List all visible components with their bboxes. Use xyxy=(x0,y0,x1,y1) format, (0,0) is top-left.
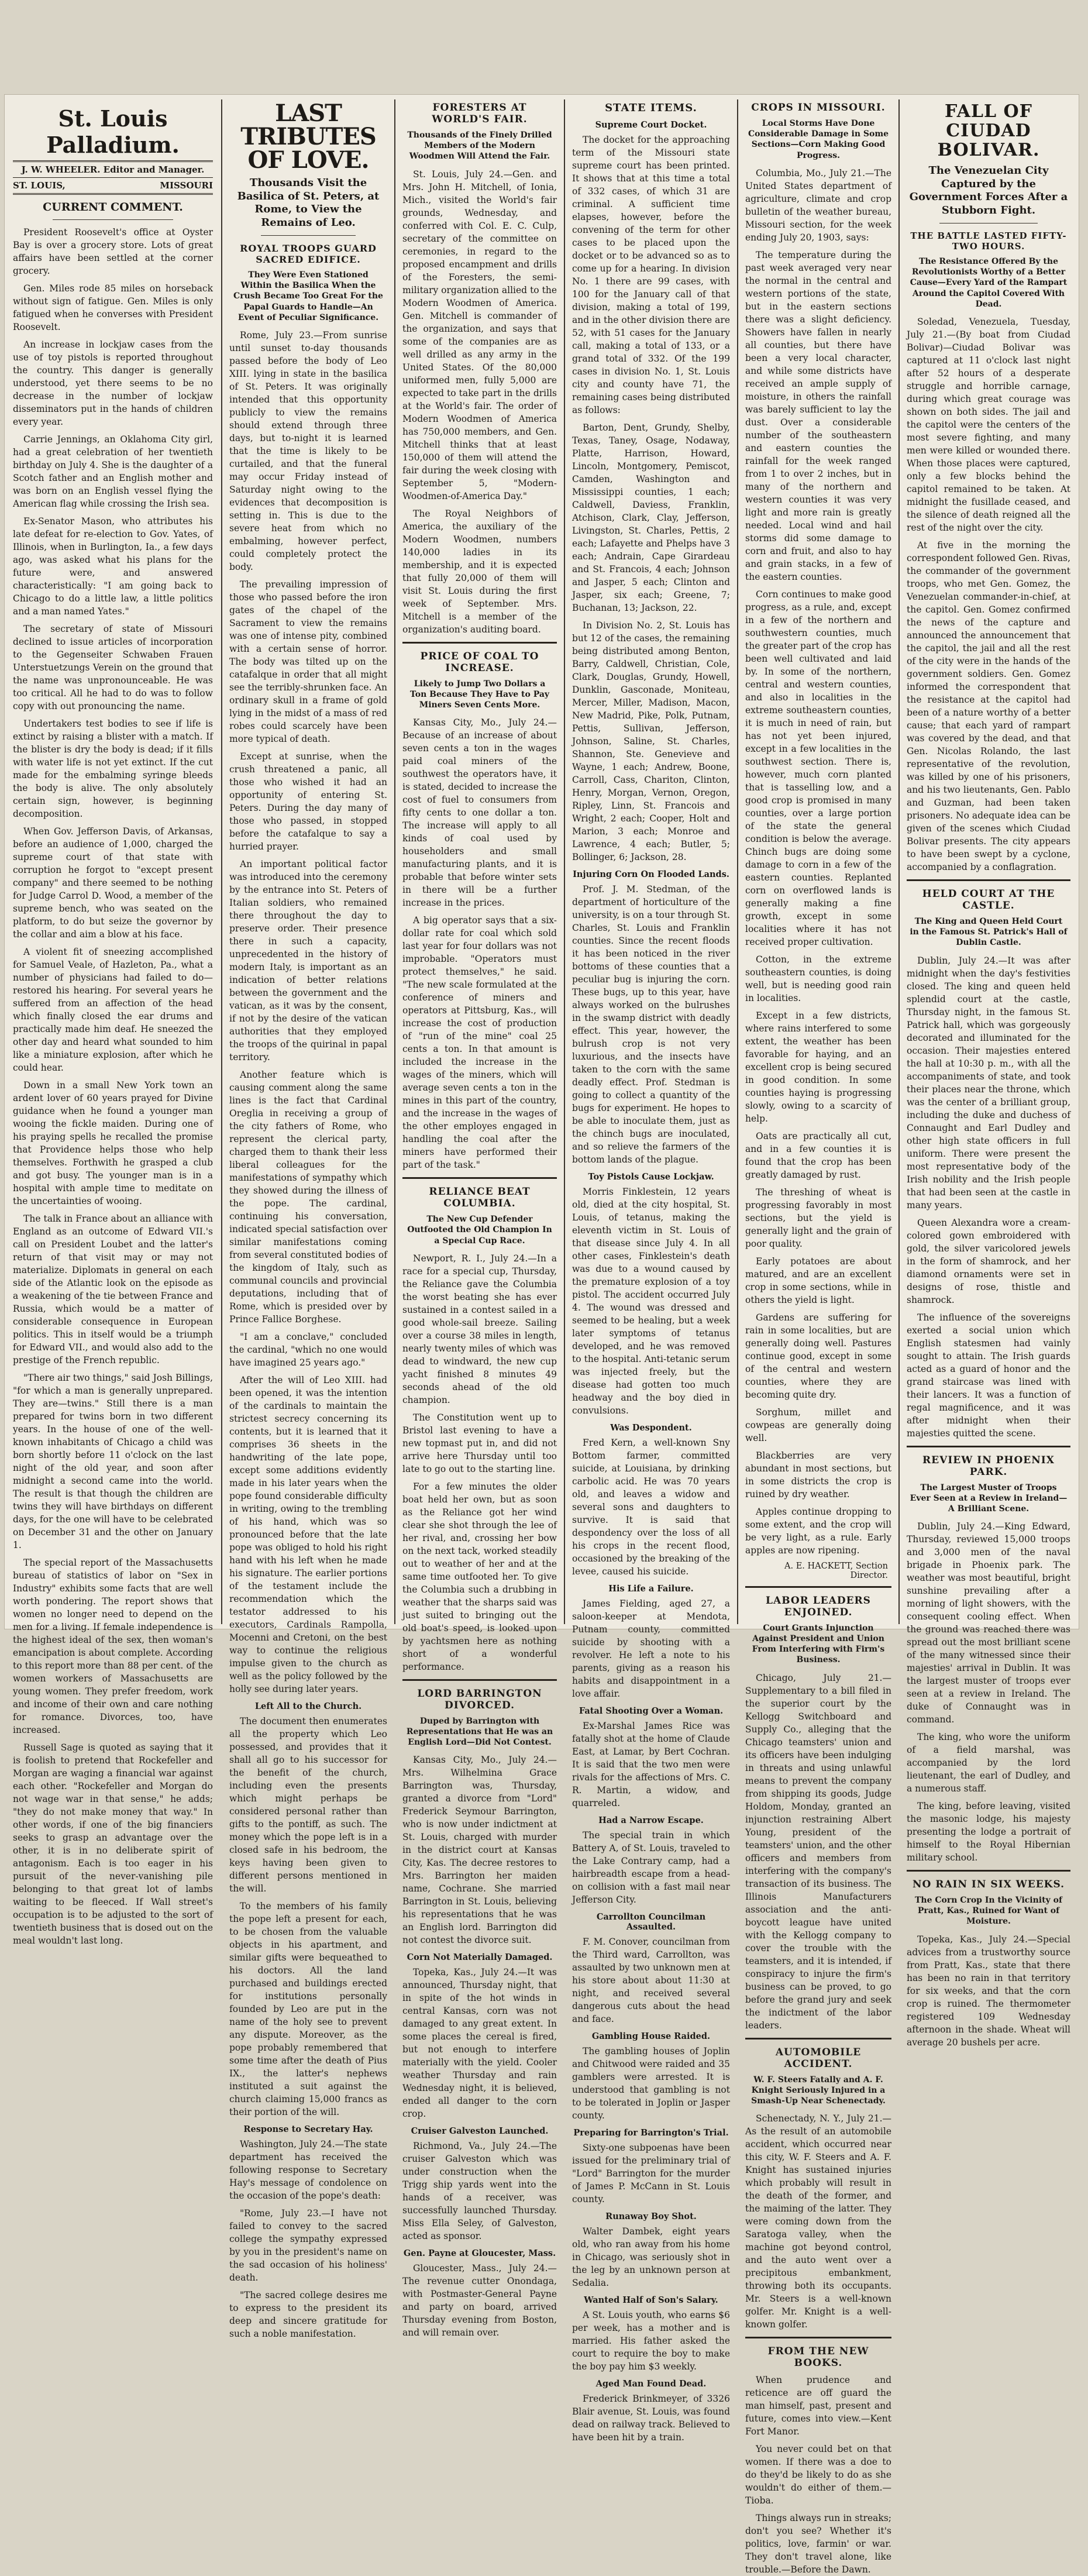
paragraph: Except at sunrise, when the crush threatened a panic, all those who wished it had an opportunity of entering St. Peters. During the day many of those who passed, in stopped before the catafalque to say a hurried prayer. xyxy=(229,751,387,852)
deck: The Corn Crop In the Vicinity of Pratt, Kas., Ruined for Want of Moisture. xyxy=(915,1896,1062,1927)
newspaper-page xyxy=(5,95,1079,2575)
paragraph: F. M. Conover, councilman from the Third ward, Carrollton, was assaulted by two unknown men at his store about about 11:30 at night, and received several dangerous cuts about the head and face. xyxy=(572,1937,730,2024)
headline: STATE ITEMS. xyxy=(605,102,697,114)
divider xyxy=(402,1679,557,1681)
paragraph: Kansas City, Mo., July 24.—Because of an increase of about seven cents a ton in the wages paid coal miners of the southwest the operators have, it is stated, decided to increase the cost of fuel to consumers from fifty cents to one dollar a ton. The increase will apply to all kinds of coal used by householders and small manufacturing plants, and it is probable that before winter sets in there will be a further increase in the prices. xyxy=(402,717,557,909)
paragraph: To the members of his family the pope left a present for each, to be chosen from the valuable objects in his apartment, and similar gifts were bequeathed to his doctors. All the land purchased and buildings erected for institutions personally founded by Leo are put in the name of the holy see to prevent any dispute. Moreover, as the pope probably remembered that some time after the death of Pius IX., the latter's nephews instituted a suit against the church claiming 15,000 francs as their portion of the will. xyxy=(229,1900,387,2117)
paragraph: The Constitution went up to Bristol last evening to have a new topmast put in, and did not arrive here Thursday until too late to go out to the starting line. xyxy=(402,1412,557,1474)
paragraph: After the will of Leo XIII. had been opened, it was the intention of the cardinals to maintain the strictest secrecy concerning its contents, but it is learned that it comprises 36 sheets in the handwriting of the late pope, except some additions evidently made in his later years when the pope found considerable difficulty in writing, owing to the trembling of his hand, which was so pronounced before that the late pope was obliged to hold his right hand with his left when he made his signature. The earlier portions of the testament include the recommendation which the testator addressed to his executors, Cardinals Rampolla, Mocenni and Cretoni, on the best way to continue the religious impulse given to the church as well as the policy followed by the holly see during later years. xyxy=(229,1374,387,1694)
column-rule xyxy=(394,99,395,1624)
headline: LABOR LEADERS ENJOINED. xyxy=(766,1594,871,1618)
subsection-title: Supreme Court Docket. xyxy=(595,120,707,130)
paragraph: Queen Alexandra wore a cream-colored gown embroidered with gold, the silver varicolored jewels in the form of shamrock, and her diamond ornaments were set in designs of rose, thistle and shamrock. xyxy=(907,1217,1070,1305)
paragraph: The document then enumerates all the property which Leo possessed, and provides that it shall all go to his successor for the benefit of the church, including even the presents which might perhaps be considered personal rather than gifts to the pontiff, as such. The money which the pope left is in a closed safe in his bedroom, the keys having been given to different persons mentioned in the will. xyxy=(229,1715,387,1894)
paragraph: Sixty-one subpoenas have been issued for the preliminary trial of "Lord" Barrington for the murder of James P. McCann in St. Louis county. xyxy=(572,2142,730,2204)
paragraph: Washington, July 24.—The state department has received the following response to Secretary Hay's message of condolence on the occasion of the pope's death: xyxy=(229,2138,387,2201)
secondary-headline: THE BATTLE LASTED FIFTY-TWO HOURS. xyxy=(910,231,1067,252)
paragraph: Dublin, July 24.—It was after midnight when the day's festivities closed. The king and queen held splendid court at the castle, Thursday night, in the famous St. Patrick hall, which was gorgeously decorated and illuminated for the occasion. Their majesties entered the hall at 10:30 p. m., with all the accompaniments of state, and took their places near the throne, which was the center of a brilliant group, including the duke and duchess of Connaught and Earl Dudley and other high state officers in full uniform. There were present the most representative body of the Irish nobility and the Irish people that had been seen at the castle in many years. xyxy=(907,955,1070,1210)
column-rule xyxy=(737,99,738,1624)
subheadline: The Venezuelan City Captured by the Government Forces After a Stubborn Fight. xyxy=(909,164,1068,216)
paragraph: Ex-Senator Mason, who attributes his late defeat for re-election to Gov. Yates, of Illinois, when in Burlington, Ia., a few days ago, was asked what his plans for the future were, and answered characteristically: "I am going back to Chicago to do a little law, a little politics and a man named Yates." xyxy=(13,516,213,617)
paragraph: When prudence and reticence are off guard the man himself, past, present and future, comes into view.—Kent Fort Manor. xyxy=(745,2375,891,2437)
paragraph: Topeka, Kas., July 24.—Special advices from a trustworthy source from Pratt, Kas., state that there has been no rain in that territory for six weeks, and that the corn crop is ruined. The thermometer registered 109 Wednesday afternoon in the shade. Wheat will average 20 bushels per acre. xyxy=(907,1934,1070,2048)
paragraph: Apples continue dropping to some extent, and the crop will be very light, as a rule. Early apples are now ripening. xyxy=(745,1506,891,1556)
paragraph: James Fielding, aged 27, a saloon-keeper at Mendota, Putnam county, committed suicide by shooting with a revolver. He left a note to his parents, giving as a reason his habits and disappointment in a love affair. xyxy=(572,1598,730,1699)
paragraph: Gardens are suffering for rain in some localities, but are generally doing well. Pastures continue good, except in some of the central and western counties, where they are becoming quite dry. xyxy=(745,1312,891,1400)
column-rule xyxy=(221,99,222,1624)
paragraph: Cotton, in the extreme southeastern counties, is doing well, but is needing good rain in localities. xyxy=(745,954,891,1003)
paragraph: Richmond, Va., July 24.—The cruiser Galveston which was under construction when the Trigg ship yards went into the hands of a receiver, was successfully launched Thursday. Miss Ella Seley, of Galveston, acted as sponsor. xyxy=(402,2141,557,2242)
divider xyxy=(402,642,557,644)
headline: FORESTERS AT WORLD'S FAIR. xyxy=(432,102,528,125)
headline: HELD COURT AT THE CASTLE. xyxy=(922,888,1055,912)
paragraph: The king, before leaving, visited the masonic lodge, his majesty presenting the lodge a portrait of himself to the Royal Hibernian military school. xyxy=(907,1801,1070,1863)
deck: The King and Queen Held Court in the Famous St. Patrick's Hall of Dublin Castle. xyxy=(910,916,1068,948)
paragraph: "I am a conclave," concluded the cardinal, "which no one would have imagined 25 years ago." xyxy=(229,1331,387,1368)
subsection-title: Gambling House Raided. xyxy=(591,2031,711,2041)
paragraph: Oats are practically all cut, and in a few counties it is found that the crop has been greatly damaged by rust. xyxy=(745,1130,891,1180)
masthead-city: ST. LOUIS, xyxy=(13,180,66,191)
headline: REVIEW IN PHOENIX PARK. xyxy=(922,1454,1055,1478)
headline: RELIANCE BEAT COLUMBIA. xyxy=(429,1186,531,1210)
column-crops xyxy=(739,95,897,2575)
deck: The Largest Muster of Troops Ever Seen at a Review in Ireland—A Brilliant Scene. xyxy=(910,1483,1068,1514)
paragraph: When Gov. Jefferson Davis, of Arkansas, before an audience of 1,000, charged the supreme court of that state with corruption he forgot to "except present company" and there seemed to be nothing for Judge Carrol D. Wood, a member of the supreme bench, who was seated on the platform, to do but seize the governor by the collar and aim a blow at his face. xyxy=(13,826,213,940)
paragraph: Rome, July 23.—From sunrise until sunset to-day thousands passed before the body of Leo XIII. lying in state in the basilica of St. Peters. It was originally intended that this opportunity publicly to view the remains should extend through three days, but to-night it is learned that the time is likely to be curtailed, and that the funeral may occur Friday instead of Saturday night owing to the evidences that decomposition is setting in. This is due to the severe heat from which no embalming, however perfect, could completely protect the body. xyxy=(229,329,387,572)
subsection-title: Injuring Corn On Flooded Lands. xyxy=(573,869,729,879)
subsection-title: Corn Not Materially Damaged. xyxy=(407,1952,553,1963)
paragraph: A St. Louis youth, who earns $6 per week, has a mother and is married. His father asked the court to require the boy to make the boy pay him $3 weekly. xyxy=(572,2310,730,2372)
deck: Thousands of the Finely Drilled Members of the Modern Woodmen Will Attend the Fair. xyxy=(407,130,552,161)
column-ciudad-bolivar xyxy=(901,95,1076,2048)
divider xyxy=(745,2038,891,2040)
paragraph: Newport, R. I., July 24.—In a race for a special cup, Thursday, the Reliance gave the Columbia the worst beating she has ever sustained in a contest sailed in a good whole-sail breeze. Sailing over a course 38 miles in length, nearly twenty miles of which was dead to windward, the new cup yacht finished 8 minutes 49 seconds ahead of the old champion. xyxy=(402,1253,557,1405)
paragraph: Prof. J. M. Stedman, of the department of horticulture of the university, is on a tour through St. Charles, St. Louis and Franklin counties. Since the recent floods it has been noticed in the river bottoms of these counties that a peculiar bug is injuring the corn. These bugs, up to this year, have always worked on the bulrushes in the swamp district with deadly effect. This year, however, the bulrush crop is not very luxurious, and the insects have taken to the corn with the same deadly effect. Prof. Stedman is going to collect a quantity of the bugs for experiment. He hopes to be able to inoculate them, just as the chinch bugs are inoculated, and so relieve the farmers of the bottom lands of the plague. xyxy=(572,884,730,1165)
paragraph: Blackberries are very abundant in most sections, but in some districts the crop is ruined by dry weather. xyxy=(745,1450,891,1499)
divider xyxy=(745,1586,891,1588)
divider xyxy=(907,1446,1070,1447)
divider xyxy=(745,2337,891,2338)
paragraph: The Royal Neighbors of America, the auxiliary of the Modern Woodmen, numbers 140,000 ladies in its membership, and it is expected that fully 20,000 of them will visit St. Louis during the first week of September. Mrs. Mitchell is a member of the organization's auditing board. xyxy=(402,508,557,635)
divider xyxy=(907,1870,1070,1872)
deck: The Resistance Offered By the Revolutionists Worthy of a Better Cause—Every Yard of the Rampart Around the Capitol Covered With Dead. xyxy=(910,257,1068,309)
headline: FROM THE NEW BOOKS. xyxy=(767,2345,869,2369)
paragraph: Russell Sage is quoted as saying that it is foolish to pretend that Rockefeller and Morgan are waging a financial war against each other. "Rockefeller and Morgan do not wage war in that sense," he adds; "they do not make money that way." In other words, if one of the big financiers seeks to grasp an advantage over the other, it is in no deliberate spirit of antagonism. Each is too eager in his pursuit of the never-vanishing pile belonging to that great lot of lambs waiting to be fleeced. If Wall street's occupation is to be adjusted to the sort of twentieth business that is dosed out on the meal wouldn't last long. xyxy=(13,1742,213,1946)
subsection-title: Carrollton Councilman Assaulted. xyxy=(596,1912,706,1932)
paragraph: Things always run in streaks; don't you see? Whether it's politics, love, farmin' or war. They don't travel alone, like trouble.—Before the Dawn. xyxy=(745,2513,891,2575)
subsection-title: Fatal Shooting Over a Woman. xyxy=(579,1706,724,1716)
paragraph: Undertakers test bodies to see if life is extinct by raising a blister with a match. If the blister is dry the body is dead; if it fills with water life is not yet extinct. If the cut made for the embalming syringe bleeds the body is alive. The only absolutely certain sign, however, is beginning decomposition. xyxy=(13,718,213,819)
subsection-title: Preparing for Barrington's Trial. xyxy=(573,2128,729,2138)
paragraph: Dublin, July 24.—King Edward, Thursday, reviewed 15,000 troops and 3,000 men of the naval brigade in Phoenix park. The weather was most beautiful, bright sunshine prevailing after a morning of light showers, with the consequent cooling effect. When the ground was reached there was spread out the most brilliant scene of the many witnessed since their majesties' arrival in Dublin. It was the largest muster of troops ever seen at a review in Ireland. The duke of Connaught was in command. xyxy=(907,1521,1070,1725)
paragraph: Carrie Jennings, an Oklahoma City girl, had a great celebration of her twentieth birthday on July 4. She is the daughter of a Scotch father and an English mother and was born on an English vessel flying the American flag while crossing the Irish sea. xyxy=(13,434,213,509)
deck: Court Grants Injunction Against President and Union From Interfering with Firm's Business. xyxy=(752,1623,885,1665)
subsection-title: Was Despondent. xyxy=(610,1423,692,1433)
paragraph: Kansas City, Mo., July 24.—Mrs. Wilhelmina Grace Barrington was, Thursday, granted a divorce from "Lord" Frederick Seymour Barrington, who is now under indictment at St. Louis, charged with murder in the district court at Kansas City, Kas. The decree restores to Mrs. Barrington her maiden name, Cochrane. She married Barrington in St. Louis, believing his representations that he was an English lord. Barrington did not contest the divorce suit. xyxy=(402,1755,557,1946)
subsection-title: Response to Secretary Hay. xyxy=(243,2124,373,2134)
secondary-headline: ROYAL TROOPS GUARD SACRED EDIFICE. xyxy=(240,243,377,265)
column-foresters xyxy=(397,95,563,2338)
paragraph: Gloucester, Mass., July 24.—The revenue cutter Onondaga, with Postmaster-General Payne and party on board, arrived Thursday evening from Boston, and will remain over. xyxy=(402,2263,557,2338)
paragraph: The threshing of wheat is progressing favorably in most sections, but the yield is generally light and the grain of poor quality. xyxy=(745,1186,891,1249)
paragraph: Fred Kern, a well-known Sny Bottom farmer, committed suicide, at Louisiana, by drinking carbolic acid. He was 70 years old, and leaves a widow and several sons and daughters to survive. It is said that despondency over the loss of all his crops in the recent flood, occasioned by the breaking of the levee, caused his suicide. xyxy=(572,1437,730,1577)
headline: LORD BARRINGTON DIVORCED. xyxy=(417,1687,542,1711)
headline: FALL OF CIUDAD BOLIVAR. xyxy=(937,101,1040,160)
paragraph: Morris Finklestein, 12 years old, died at the city hospital, St. Louis, of tetanus, making the eleventh victim in St. Louis of that disease since July 4. In all other cases, Finklestein's death was due to a wound caused by the premature explosion of a toy pistol. The accident occurred July 4. The wound was dressed and seemed to be healing, but a week later symptoms of tetanus developed, and he was removed to the hospital. Anti-tetanic serum was injected freely, but the disease had gotten too much headway and the boy died in convulsions. xyxy=(572,1186,730,1416)
paragraph: Columbia, Mo., July 21.—The United States department of agriculture, climate and crop bulletin of the weather bureau, Missouri section, for the week ending July 20, 1903, says: xyxy=(745,167,891,243)
paragraph: St. Louis, July 24.—Gen. and Mrs. John H. Mitchell, of Ionia, Mich., visited the World's fair grounds, Wednesday, and conferred with Col. E. C. Culp, secretary of the committee on ceremonies, in regard to the proposed encampment and drills of the Foresters, the semi-military organization allied to the Modern Woodmen of America. Gen. Mitchell is commander of the organization, and says that some of the companies are as well drilled as any army in the United States. Of the 80,000 uniformed men, fully 5,000 are expected to take part in the drills at the World's fair. The order of Modern Woodmen of America has 750,000 members, and Gen. Mitchell thinks that at least 150,000 of them will attend the fair during the week closing with September 5, "Modern-Woodmen-of-America Day." xyxy=(402,168,557,501)
paragraph: Ex-Marshal James Rice was fatally shot at the home of Claude East, at Lamar, by Bert Cochran. It is said that the two men were rivals for the affections of Mrs. C. R. Martin, a widow, and quarreled. xyxy=(572,1721,730,1808)
divider xyxy=(53,219,173,220)
subsection-title: His Life a Failure. xyxy=(608,1584,694,1594)
headline: LAST TRIBUTES OF LOVE. xyxy=(240,99,376,174)
masthead-title: St. Louis Palladium. xyxy=(46,105,180,158)
column-rule xyxy=(564,99,565,1624)
headline: PRICE OF COAL TO INCREASE. xyxy=(420,650,539,674)
column-rule xyxy=(898,99,900,1624)
paragraph: You never could bet on that women. If there was a doe to do they'd be likely to do as she wouldn't do either of them.—Tioba. xyxy=(745,2444,891,2506)
paragraph-list xyxy=(13,226,213,1947)
paragraph: Schenectady, N. Y., July 21.—As the result of an automobile accident, which occurred near this city, W. F. Steers and A. F. Knight has sustained injuries which probably will result in the death of the former, and the maiming of the latter. They were coming down from the Saratoga valley, when the machine got beyond control, and the auto went over a precipitous embankment, throwing both its occupants. Mr. Steers is a well-known golfer. Mr. Knight is a well-known golfer. xyxy=(745,2113,891,2330)
paragraph: Down in a small New York town an ardent lover of 60 years prayed for Divine guidance when he found a younger man wooing the fickle maiden. During one of his praying spells he recalled the promise that Providence helps those who help themselves. Forthwith he grasped a club and got busy. The younger man is in a hospital with ample time to meditate on the uncertainties of wooing. xyxy=(13,1080,213,1206)
paragraph: Corn continues to make good progress, as a rule, and, except in a few of the northern and southwestern counties, much the greater part of the crop has been well cultivated and laid by. In some of the northern, central and western counties, and also in localities in the extreme southeastern counties, it is much in need of rain, but has not yet been injured, except in a few localities in the southwest section. There is, however, much corn planted that is tasselling low, and a good crop is promised in many counties, over a large portion of the state the general condition is below the average. Chinch bugs are doing some damage to corn in a few of the eastern counties. Replanted corn on overflowed lands is generally making a fine growth, except in some localities where it has not received proper cultivation. xyxy=(745,589,891,947)
headline: CROPS IN MISSOURI. xyxy=(751,102,886,114)
paragraph: The influence of the sovereigns exerted a social union which English statesmen had vainly sought to attain. The Irish guards acted as a guard of honor and the grand staircase was lined with their lancers. It was a function of regal magnificence, and it was after midnight when their majesties quitted the scene. xyxy=(907,1312,1070,1439)
paragraph: Sorghum, millet and cowpeas are generally doing well. xyxy=(745,1406,891,1443)
masthead-state: MISSOURI xyxy=(160,180,213,191)
byline: A. E. HACKETT, Section Director. xyxy=(784,1561,888,1580)
paragraph: Another feature which is causing comment along the same lines is the fact that Cardinal Oreglia in receiving a group of the city fathers of Rome, who represent the clerical party, charged them to thank their less liberal colleagues for the manifestations of sympathy which they showed during the illness of the pope. The cardinal, continuing his conversation, indicated special satisfaction over similar manifestations coming from several constituted bodies of the kingdom of Italy, such as communal councils and provincial deputations, including that of Rome, which is presided over by Prince Fallice Borghese. xyxy=(229,1069,387,1325)
subsection-title: Cruiser Galveston Launched. xyxy=(411,2126,549,2137)
section-title: CURRENT COMMENT. xyxy=(43,201,183,214)
divider xyxy=(907,879,1070,881)
paragraph: Early potatoes are about matured, and are an excellent crop in some sections, while in others the yield is light. xyxy=(745,1256,891,1305)
paragraph: Gen. Miles rode 85 miles on horseback without sign of fatigue. Gen. Miles is only fatigued when he converses with President Roosevelt. xyxy=(13,283,213,332)
subsection-title: Left All to the Church. xyxy=(254,1701,362,1711)
paragraph: "Rome, July 23.—I have not failed to convey to the sacred college the sympathy expressed by you in the president's name on the sad occasion of his holiness' death. xyxy=(229,2207,387,2283)
paragraph: Topeka, Kas., July 24.—It was announced, Thursday night, that in spite of the hot winds in central Kansas, corn was not damaged to any great extent. In some places the cereal is fired, but not enough to interfere materially with the yield. Cooler weather Thursday and rain Wednesday night, it is believed, ended all danger to the corn crop. xyxy=(402,1967,557,2120)
subheadline: Thousands Visit the Basilica of St. Peters, at Rome, to View the Remains of Leo. xyxy=(237,177,380,229)
column-current-comment xyxy=(7,95,219,1946)
paragraph: In Division No. 2, St. Louis has but 12 of the cases, the remaining being distributed among Benton, Barry, Caldwell, Christian, Cole, Clark, Douglas, Grundy, Howell, Dunklin, Gasconade, Moniteau, Mercer, Miller, Madison, Macon, New Madrid, Pike, Polk, Putnam, Pettis, Sullivan, Jefferson, Johnson, Saline, St. Charles, Shannon, Ste. Genevieve and Wayne, 1 each; Andrew, Boone, Carroll, Cass, Chariton, Clinton, Henry, Morgan, Vernon, Oregon, Ripley, Linn, St. Francois and Wright, 2 each; Cooper, Holt and Marion, 3 each; Monroe and Lawrence, 4 each; Butler, 5; Bollinger, 6; Jackson, 28. xyxy=(572,620,730,862)
subsection-title: Runaway Boy Shot. xyxy=(605,2212,697,2221)
paragraph: The temperature during the past week averaged very near the normal in the central and western portions of the state, but in the eastern sections there was a slight deficiency. Showers have fallen in nearly all counties, but there have been a very local character, and while some districts have received an ample supply of moisture, in others the rainfall was barely sufficient to lay the dust. Over a considerable number of the southeastern and eastern counties the rainfall for the week ranged from 1 to over 2 inches, but in many of the northern and western counties it was very light and more rain is greatly needed. Local wind and hail storms did some damage to corn and fruit, and also to hay and grain stacks, in a few of the eastern counties. xyxy=(745,249,891,582)
deck: Duped by Barrington with Representations that He was an English Lord—Did Not Contest. xyxy=(406,1716,553,1748)
paragraph: The king, who wore the uniform of a field marshal, was accompanied by the lord lieutenant, the earl of Dudley, and a numerous staff. xyxy=(907,1732,1070,1794)
deck: Likely to Jump Two Dollars a Ton Because They Have to Pay Miners Seven Cents More. xyxy=(409,679,550,710)
paragraph: Barton, Dent, Grundy, Shelby, Texas, Taney, Osage, Nodaway, Platte, Harrison, Howard, Lincoln, Montgomery, Pemiscot, Camden, Washington and Mississippi counties, 1 each; Caldwell, Daviess, Franklin, Atchison, Clark, Clay, Jefferson, Livingston, St. Charles, Pettis, 2 each; Lafayette and Phelps have 3 each; Andrain, Cape Girardeau and St. Francois, 4 each; Johnson and Jasper, 5 each; Clinton and Jasper, six each; Greene, 7; Buchanan, 13; Jackson, 22. xyxy=(572,422,730,613)
masthead-editor: J. W. WHEELER. Editor and Manager. xyxy=(13,160,213,178)
paragraph: A violent fit of sneezing accomplished for Samuel Veale, of Hazleton, Pa., what a number of physicians had failed to do—restored his hearing. For several years he suffered from an affection of the head which finally closed the ear drums and practically made him deaf. He sneezed the other day and heard what sounded to him like a miniature explosion, after which he could hear. xyxy=(13,947,213,1073)
deck: Local Storms Have Done Considerable Damage in Some Sections—Corn Making Good Progress. xyxy=(748,119,889,160)
column-last-tributes xyxy=(223,95,393,2339)
paragraph: Soledad, Venezuela, Tuesday, July 21.—(By boat from Ciudad Bolivar)—Ciudad Bolivar was captured at 11 o'clock last night after 52 hours of a desperate struggle and horrible carnage, during which great courage was shown on both sides. The jail and the capitol were the centers of the most severe fighting, and many men were killed or wounded there. When those places were captured, only a few blocks behind the capitol remained to be taken. At midnight the fusillade ceased, and the silence of death reigned all the rest of the night over the city. xyxy=(907,316,1070,533)
headline: AUTOMOBILE ACCIDENT. xyxy=(775,2046,862,2070)
subsection-title: Gen. Payne at Gloucester, Mass. xyxy=(403,2248,556,2259)
paragraph: The prevailing impression of those who passed before the iron gates of the chapel of the Sacrament to view the remains was one of intense pity, combined with a certain sense of horror. The body was tilted up on the catafalque in order that all might see the terribly-shrunken face. An ordinary skull in a frame of gold lying in the midst of a mass of red robes could scarcely have been more typical of death. xyxy=(229,579,387,744)
paragraph: President Roosevelt's office at Oyster Bay is over a grocery store. Lots of great affairs have been settled at the corner grocery. xyxy=(13,227,213,276)
paragraph: The talk in France about an alliance with England as an outcome of Edward VII.'s call on President Loubet and the latter's return of that visit may or may not materialize. Diplomats in general on each side of the Atlantic look on the episode as a weakening of the tie between France and Russia, which would be a matter of considerable consequence in European politics. This in itself would be a triumph for Edward VII., and would also add to the prestige of the French republic. xyxy=(13,1213,213,1366)
paragraph: The docket for the approaching term of the Missouri state supreme court has been printed. It shows that at this time a total of 332 cases, of which 31 are criminal. A sufficient time elapses, however, before the convening of the term for other cases to be placed upon the docket or to be advanced so as to come up for a hearing. In division No. 1 there are 99 cases, with 100 for the January call of that division, making a total of 199, and in the other division there are 52, with 51 cases for the January call, making a total of 133, or a grand total of 332. Of the 199 cases in division No. 1, St. Louis city and county have 71, the remaining cases being distributed as follows: xyxy=(572,135,730,415)
headline: NO RAIN IN SIX WEEKS. xyxy=(912,1879,1065,1891)
paragraph: "The sacred college desires me to express to the president its deep and sincere gratitude for such a noble manifestation. xyxy=(229,2289,387,2339)
subsection-title: Wanted Half of Son's Salary. xyxy=(584,2295,718,2305)
paragraph: The special report of the Massachusetts bureau of statistics of labor on "Sex in Industry" exhibits some facts that are well worth pondering. The report shows that women no longer need to depend on the men for a living. If female independence is the highest ideal of the sex, then woman's emancipation is about complete. According to this report more than 88 per cent. of the women workers of Massachusetts are young women. They prefer freedom, work and income of their own and care nothing for romance. Divorces, too, have increased. xyxy=(13,1557,213,1735)
paragraph: Except in a few districts, where rains interfered to some extent, the weather has been favorable for haying, and an excellent crop is being secured in good condition. In some counties haying is progressing slowly, owing to a scarcity of help. xyxy=(745,1010,891,1124)
paragraph: The gambling houses of Joplin and Chitwood were raided and 35 gamblers were arrested. It is understood that gambling is not to be tolerated in Joplin or Jasper county. xyxy=(572,2046,730,2121)
masthead-place xyxy=(13,178,213,195)
paragraph: An increase in lockjaw cases from the use of toy pistols is reported throughout the country. This danger is generally understood, yet there seems to be no decrease in the number of lockjaw disseminators put in the hands of children every year. xyxy=(13,339,213,427)
paragraph: A big operator says that a six-dollar rate for coal which sold last year for four dollars was not improbable. "Operators must protect themselves," he said. "The new scale formulated at the conference of miners and operators at Pittsburg, Kas., will increase the cost of production of "run of the mine" coal 25 cents a ton. In that amount is included the increase in the wages of the miners, which will average seven cents a ton in the mines in this part of the country, and the increase in the wages of the other employes engaged in handling the coal after the miners have performed their part of the task." xyxy=(402,915,557,1171)
paragraph: Frederick Brinkmeyer, of 3326 Blair avenue, St. Louis, was found dead on railway track. Believed to have been hit by a train. xyxy=(572,2393,730,2443)
divider xyxy=(402,1177,557,1179)
deck: W. F. Steers Fatally and A. F. Knight Seriously Injured in a Smash-Up Near Schenectady. xyxy=(751,2075,886,2106)
paragraph: An important political factor was introduced into the ceremony by the entrance into St. Peters of Italian soldiers, who remained there throughout the day to preserve order. Their presence there in such a capacity, unprecedented in the history of modern Italy, is important as an indication of better relations between the government and the vatican, as it was by the consent, if not by the desire of the vatican authorities that they employed the troops of the quirinal in papal territory. xyxy=(229,858,387,1062)
divider xyxy=(261,235,356,236)
subsection-title: Toy Pistols Cause Lockjaw. xyxy=(588,1172,714,1182)
paragraph: "There air two things," said Josh Billings, "for which a man is generally unprepared. They are—twins." Still there is a man prepared for twins born in two different years. In the house of one of the well-known inhabitants of Chicago a child was born shortly before 11 o'clock on the last night of the old year, and soon after midnight a second came into the world. The result is that though the children are twins they will have birthdays on different days, for the one will have to be celebrated on December 31 and the other on January 1. xyxy=(13,1373,213,1550)
subsection-title: Had a Narrow Escape. xyxy=(598,1815,704,1825)
paragraph: Chicago, July 21.—Supplementary to a bill filed in the superior court by the Kellogg Switchboard and Supply Co., alleging that the Chicago teamsters' union and its officers have been indulging in threats and using unlawful means to prevent the company from shipping its goods, Judge Holdom, Monday, granted an injunction restraining Albert Young, president of the teamsters' union, and the other officers and members from interfering with the company's transaction of its business. The Illinois Manufacturers association and the anti-boycott league have united with the Kellogg company to cover the trouble with the teamsters, and it is intended, if conspiracy to injure the firm's business can be proved, to go before the grand jury and seek the indictment of the labor leaders. xyxy=(745,1672,891,2031)
subsection-title: Aged Man Found Dead. xyxy=(595,2379,707,2389)
paragraph: The secretary of state of Missouri declined to issue articles of incorporation to the Gegenseiter Schwaben Frauen Unterstuetzungs Verein on the ground that the name was unpronounceable. He was too critical. All he had to do was to follow copy with out pronouncing the name. xyxy=(13,624,213,711)
paragraph: The special train in which Battery A, of St. Louis, traveled to the Lake Contrary camp, had a hairbreadth escape from a head-on collision with a fast mail near Jefferson City. xyxy=(572,1830,730,1905)
column-state-items xyxy=(566,95,736,2443)
paragraph: For a few minutes the older boat held her own, but as soon as the Reliance got her wind clear she shot through the lee of her rival, and, crossing her bow on the next tack, worked steadily out to weather of her and at the same time outfooted her. To give the Columbia such a drubbing in weather that the sharps said was just suited to bringing out the old boat's speed, is looked upon by yachtsmen here as nothing short of a wonderful performance. xyxy=(402,1481,557,1672)
paragraph: At five in the morning the correspondent followed Gen. Rivas, the commander of the government troops, who met Gen. Gomez, the Venezuelan commander-in-chief, at the capitol. Gen. Gomez confirmed the news of the capture and announced the announcement that the capitol, the jail and all the rest of the city were in the hands of the government soldiers. Gen. Gomez informed the correspondent that the resistance at the capitol had been of a nature worthy of a better cause; that each yard of rampart was covered by the dead, and that Gen. Nicolas Rolando, the last representative of the revolution, was killed by one of his prisoners, and his two lieutenants, Gen. Pablo and Guzman, had been taken prisoners. No adequate idea can be given of the scenes which Ciudad Bolivar presents. The city appears to have been swept by a cyclone, accompanied by a conflagration. xyxy=(907,539,1070,872)
deck: They Were Even Stationed Within the Basilica When the Crush Became Too Great For the Papal Guards to Handle—An Event of Peculiar Significance. xyxy=(233,270,383,322)
paragraph: Walter Dambek, eight years old, who ran away from his home in Chicago, was seriously shot in the leg by an unknown person at Sedalia. xyxy=(572,2226,730,2288)
deck: The New Cup Defender Outfooted the Old Champion In a Special Cup Race. xyxy=(407,1215,552,1246)
